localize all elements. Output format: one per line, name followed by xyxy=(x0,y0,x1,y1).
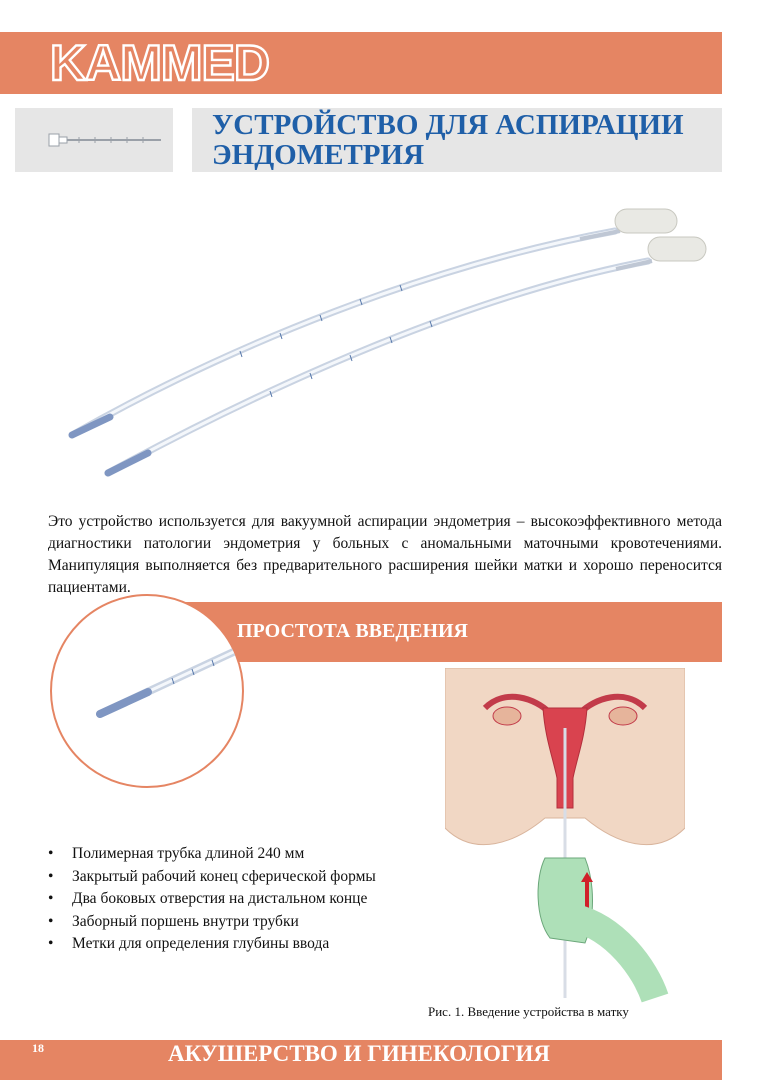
page-title xyxy=(212,110,684,170)
section-title: ПРОСТОТА ВВЕДЕНИЯ xyxy=(237,620,468,642)
catheter-tip-icon xyxy=(52,596,242,786)
product-image xyxy=(50,195,730,485)
catheter-lower xyxy=(108,237,706,473)
title-box xyxy=(192,108,722,172)
catheter-upper xyxy=(72,209,677,435)
catheter-tip-closeup xyxy=(50,594,244,788)
features-list xyxy=(48,843,376,956)
uterus-illustration xyxy=(445,668,685,1038)
page-title-line2: ЭНДОМЕТРИЯ xyxy=(212,139,425,171)
page-title-line1: УСТРОЙСТВО ДЛЯ АСПИРАЦИИ xyxy=(212,109,684,141)
product-thumbnail xyxy=(15,108,173,172)
brand-logo-text: KAMMED xyxy=(50,40,269,86)
figure-caption: Рис. 1. Введение устройства в матку xyxy=(428,1004,629,1019)
page-number: 18 xyxy=(32,1041,44,1055)
catheter-thumbnail-icon xyxy=(15,108,173,172)
list-item: • Закрытый рабочий конец сферической формы xyxy=(48,866,376,889)
intro-paragraph xyxy=(48,511,722,599)
intro-text: Это устройство используется для вакуумной аспирации эндометрия – высокоэффективного метода диагностики патологии эндометрия у больных с аномальными маточными кровотечениями. Манипуляция выполняется без предварительного расширения шейки матки и хорошо переносится пациентами. xyxy=(48,513,722,596)
brand-logo xyxy=(48,40,318,86)
list-item: • Полимерная трубка длиной 240 мм xyxy=(48,843,376,866)
list-item: • Метки для определения глубины ввода xyxy=(48,933,376,956)
footer-title: АКУШЕРСТВО И ГИНЕКОЛОГИЯ xyxy=(168,1041,550,1066)
list-item: • Заборный поршень внутри трубки xyxy=(48,911,376,934)
list-item: • Два боковых отверстия на дистальном конце xyxy=(48,888,376,911)
